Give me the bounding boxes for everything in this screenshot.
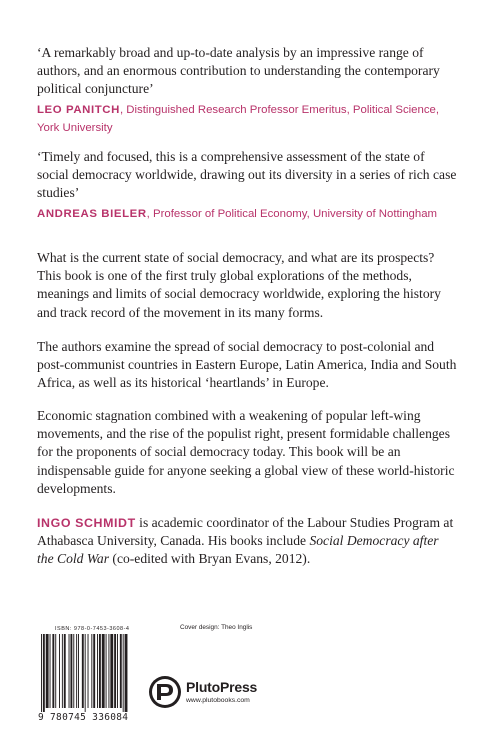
barcode-bar xyxy=(102,634,105,708)
barcode-bar xyxy=(62,634,63,708)
barcode-bar xyxy=(69,634,70,708)
barcode-bar xyxy=(73,634,74,708)
barcode-bar xyxy=(123,634,124,712)
barcode-bar xyxy=(110,634,113,708)
endorsement-attribution xyxy=(37,205,457,223)
endorser-name: ANDREAS BIELER xyxy=(37,207,147,220)
barcode-bar xyxy=(97,634,98,708)
author-bio-text xyxy=(37,514,457,569)
endorsement-quote: ‘Timely and focused, this is a comprehensive assessment of the state of social democracy worldwide, drawing out its diversity in a series of rich case studies’ xyxy=(37,149,457,201)
barcode-bar xyxy=(70,634,72,708)
pluto-logo-icon xyxy=(148,675,182,709)
publisher-logo xyxy=(148,675,288,715)
book-title: Social Democracy after the Cold War xyxy=(37,533,439,567)
description-paragraph xyxy=(37,338,457,393)
barcode-bar xyxy=(120,634,122,708)
endorser-name: LEO PANITCH xyxy=(37,103,120,116)
endorsement-attribution xyxy=(37,101,457,137)
barcode-bar xyxy=(106,634,107,708)
barcode-bars xyxy=(37,634,149,714)
barcode-bar xyxy=(46,634,49,708)
publisher-name: PlutoPress xyxy=(186,679,258,695)
cover-design-credit: Cover design: Theo Inglis xyxy=(180,624,253,631)
endorser-affiliation: , Distinguished Research Professor Emeritus, Political Science, York University xyxy=(37,103,440,134)
author-bio xyxy=(37,514,457,569)
barcode-number: 9 780745 336084 xyxy=(38,712,129,723)
description-text: The authors examine the spread of social democracy to post-colonial and post-communist countries in Eastern Europe, Latin America, India and South Africa, as well as its historical ‘heartlands’ in Europe. xyxy=(37,339,457,391)
author-name: INGO SCHMIDT xyxy=(37,516,136,530)
barcode-bar xyxy=(50,634,51,708)
barcode xyxy=(37,626,157,738)
barcode-bar xyxy=(59,634,60,708)
publisher-url: www.plutobooks.com xyxy=(186,697,250,704)
isbn-label: ISBN: 978-0-7453-3608-4 xyxy=(55,626,130,632)
barcode-bar xyxy=(76,634,77,708)
barcode-bar xyxy=(99,634,101,708)
description-text: Economic stagnation combined with a weakening of popular left-wing movements, and the rise of the populist right, present formidable challenges for the proponents of social democracy today. This book will be an indispensable guide for anyone seeking a global view of these world-historic developments. xyxy=(37,408,455,496)
description-text: What is the current state of social democracy, and what are its prospects? This book is one of the first truly global explorations of the methods, meanings and limits of social democracy worldwide, exploring the history and track record of the movement in its many forms. xyxy=(37,250,441,320)
barcode-bar xyxy=(85,634,86,712)
barcode-bar xyxy=(55,634,56,708)
endorsement-quote: ‘A remarkably broad and up-to-date analysis by an impressive range of authors, and an enormous contribution to understanding the contemporary political conjuncture’ xyxy=(37,45,440,97)
barcode-bar xyxy=(52,634,54,708)
endorser-affiliation: , Professor of Political Economy, University of Nottingham xyxy=(146,207,438,220)
endorsement-1 xyxy=(37,44,457,137)
description-paragraph xyxy=(37,249,457,322)
barcode-bar xyxy=(117,634,118,708)
barcode-bar xyxy=(78,634,79,708)
barcode-bar xyxy=(114,634,116,708)
author-bio-end: (co-edited with Bryan Evans, 2012). xyxy=(109,551,311,567)
description-paragraph xyxy=(37,407,457,498)
barcode-bar xyxy=(64,634,66,708)
barcode-bar xyxy=(108,634,109,708)
barcode-bar xyxy=(91,634,92,708)
barcode-bar xyxy=(41,634,42,712)
barcode-bar xyxy=(125,634,128,712)
barcode-bar xyxy=(43,634,45,712)
barcode-bar xyxy=(82,634,84,708)
author-bio-body: is academic coordinator of the Labour Studies Program at Athabasca University, Canada. His books include xyxy=(37,515,454,549)
endorsement-2 xyxy=(37,148,457,223)
barcode-bar xyxy=(93,634,95,708)
barcode-bar xyxy=(88,634,89,708)
